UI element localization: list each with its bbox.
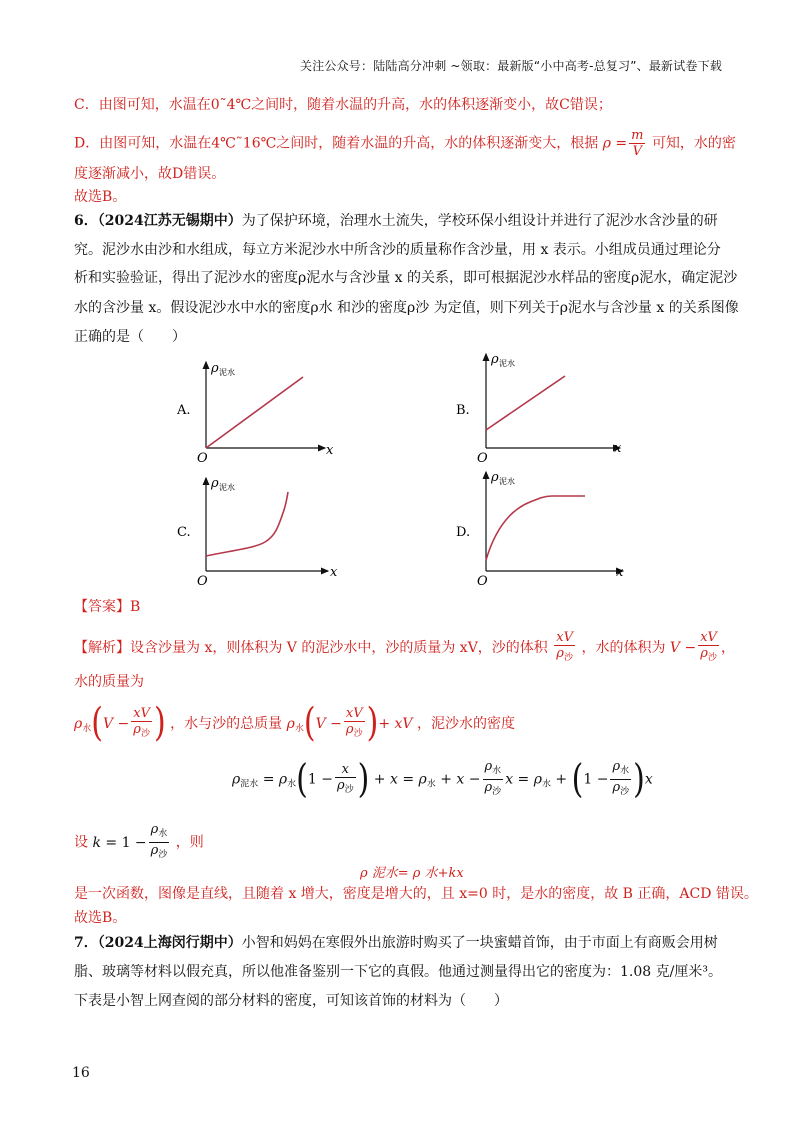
- q6-graphs: [160, 350, 640, 595]
- axis-y-sub: 泥水: [499, 477, 515, 486]
- axis-y-sub: 泥水: [219, 368, 235, 377]
- linear-formula: ρ 泥水= ρ 水+kx: [360, 866, 464, 881]
- axis-y-sub: 泥水: [499, 359, 515, 368]
- density-formula: $\rho_{泥水} = \rho_水(1$ − $\frac{x}{\rho_沙}$ ) + $x = \rho_水 + x$ − $\frac{\rho_水}{\rho_沙}$ $x = \rho_水 + (1$ − $\frac{\rho_水}{\rho_沙}$ )x: [232, 756, 653, 803]
- origin-label: O: [477, 574, 488, 589]
- q7-line2: 脂、玻璃等材料以假充真，所以他准备鉴别一下它的真假。他通过测量得出它的密度为：1.08 克/厘米³。: [74, 964, 722, 980]
- analysis-conclusion: 是一次函数，图像是直线，且随着 x 增大，密度是增大的，且 x=0 时，是水的密度，故 B 正确，ACD 错误。: [74, 886, 758, 902]
- line-a: [206, 377, 303, 448]
- axis-x-label: x: [616, 565, 624, 580]
- answer-label: 【答案】B: [74, 599, 141, 615]
- q6-line5: 正确的是（ ）: [74, 329, 186, 345]
- graph-b: [456, 352, 622, 466]
- analysis-line2: 水的质量为: [74, 674, 144, 690]
- option-c-explanation: C．由图可知，水温在0˜4℃之间时，随着水温的升高，水的体积逐渐变小，故C错误；: [74, 97, 612, 113]
- axis-y-label: ρ: [491, 352, 499, 367]
- curve-d: [486, 496, 585, 560]
- graph-c: [177, 476, 338, 589]
- analysis-line1: 【解析】设含沙量为 x，则体积为 V 的泥沙水中，沙的质量为 xV，沙的体积 $\frac{xV}{\rho_沙}$ ，水的体积为 V − $\frac{xV}{\rho_沙}$ ，: [74, 630, 735, 663]
- page-header: 关注公众号：陆陆高分冲刺 ~领取：最新版“小中高考-总复习”、最新试卷下载: [300, 59, 723, 73]
- graph-d: [456, 470, 624, 589]
- q6-line1: 6．（2024江苏无锡期中）为了保护环境，治理水土流失，学校环保小组设计并进行了泥沙水含沙量的研: [74, 213, 718, 229]
- option-d-explanation-line1: D．由图可知，水温在4℃˜16℃之间时，随着水温的升高，水的体积逐渐变大，根据 ρ = $\frac{m}{V}$ 可知，水的密: [74, 128, 736, 159]
- line-b: [486, 376, 565, 430]
- axis-y-sub: 泥水: [219, 483, 235, 492]
- q6-line2: 究。泥沙水由沙和水组成，每立方米泥沙水中所含沙的质量称作含沙量，用 x 表示。小组成员通过理论分: [74, 242, 721, 258]
- axis-x-label: x: [614, 441, 622, 456]
- q7-line3: 下表是小智上网查阅的部分材料的密度，可知该首饰的材料为（ ）: [74, 993, 508, 1009]
- axis-y-label: ρ: [211, 476, 219, 491]
- option-a-label: A.: [177, 403, 191, 418]
- origin-label: O: [477, 451, 488, 466]
- option-d-explanation-line2: 度逐渐减小，故D错误。: [74, 166, 226, 182]
- option-c-label: C.: [177, 525, 191, 540]
- option-d-label: D.: [456, 525, 471, 540]
- q6-line4: 水的含沙量 x。假设泥沙水中水的密度ρ水 和沙的密度ρ沙 为定值，则下列关于ρ泥水与含沙量 x 的关系图像: [74, 300, 739, 316]
- curve-c: [206, 492, 288, 556]
- graph-a: [176, 361, 334, 466]
- origin-label: O: [197, 451, 208, 466]
- option-b-label: B.: [456, 403, 470, 418]
- prev-choose: 故选B。: [74, 189, 127, 205]
- page-number: 16: [72, 1065, 90, 1081]
- axis-x-label: x: [330, 565, 338, 580]
- q7-line1: 7．（2024上海闵行期中）小智和妈妈在寒假外出旅游时购买了一块蜜蜡首饰，由于市面上有商贩会用树: [74, 935, 718, 951]
- q6-line3: 析和实验验证，得出了泥沙水的密度ρ泥水与含沙量 x 的关系，即可根据泥沙水样品的密度ρ泥水，确定泥沙: [74, 270, 738, 286]
- origin-label: O: [197, 574, 208, 589]
- set-k-line: 设 k = 1 − $\frac{\rho_水}{\rho_沙}$ ，则: [74, 822, 204, 860]
- axis-x-label: x: [326, 443, 334, 458]
- axis-y-label: ρ: [491, 470, 499, 485]
- axis-y-label: ρ: [211, 361, 219, 376]
- analysis-line3: $\rho_水(V$ − $\frac{xV}{\rho_沙}$ ) ，水与沙的总质量 $\rho_水(V$ − $\frac{xV}{\rho_沙}$ )+ xV ，泥沙水的密度: [74, 700, 515, 747]
- answer-choose: 故选B。: [74, 910, 127, 926]
